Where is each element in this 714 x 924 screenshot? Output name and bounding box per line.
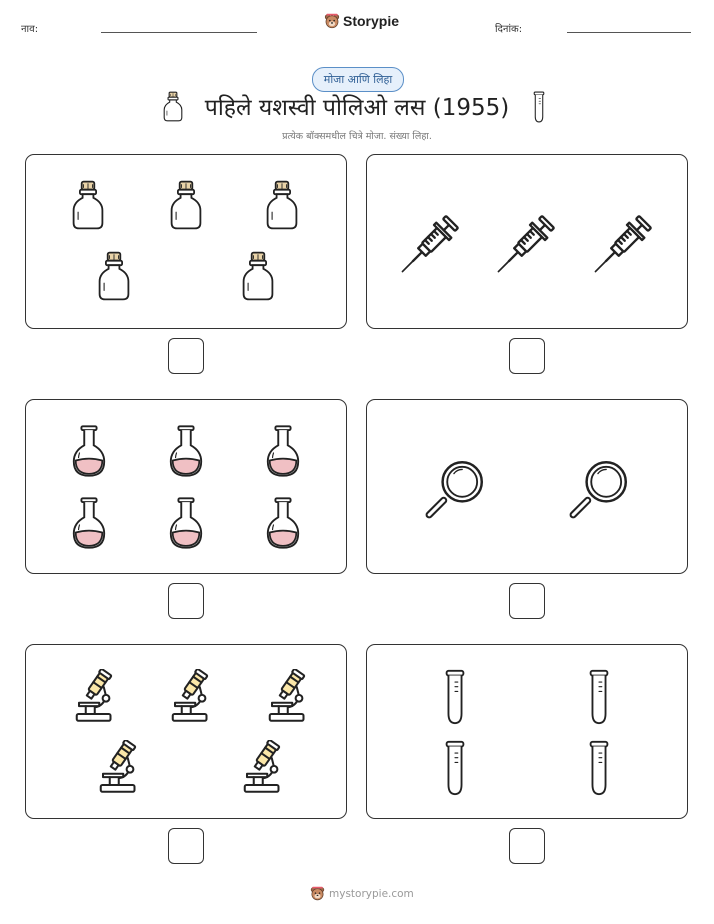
magnifying-glass-icon bbox=[567, 455, 633, 521]
microscope-icon bbox=[238, 740, 292, 794]
bottle-icon bbox=[240, 250, 276, 302]
bottle-icon bbox=[168, 179, 204, 231]
answer-box-magnifiers[interactable] bbox=[509, 583, 545, 619]
test-tube-icon bbox=[443, 740, 467, 796]
answer-box-syringes[interactable] bbox=[509, 338, 545, 374]
microscope-icon bbox=[94, 740, 148, 794]
count-panel-syringes bbox=[366, 154, 688, 329]
microscope-icon bbox=[263, 669, 317, 723]
instructions: प्रत्येक बॉक्समधील चित्रे मोजा. संख्या लिहा. bbox=[282, 131, 432, 142]
test-tube-icon bbox=[443, 669, 467, 725]
flask-icon bbox=[167, 496, 205, 550]
brand-logo bbox=[324, 13, 399, 29]
name-line bbox=[101, 32, 257, 33]
flask-icon bbox=[70, 424, 108, 478]
bear-icon bbox=[310, 886, 325, 901]
count-panel-test-tubes bbox=[366, 644, 688, 819]
flask-icon bbox=[264, 496, 302, 550]
answer-box-flasks[interactable] bbox=[168, 583, 204, 619]
date-line bbox=[567, 32, 691, 33]
test-tube-icon bbox=[587, 740, 611, 796]
worksheet-badge: मोजा आणि लिहा bbox=[312, 67, 404, 92]
count-panel-microscopes bbox=[25, 644, 347, 819]
count-panel-flasks bbox=[25, 399, 347, 574]
bottle-icon bbox=[96, 250, 132, 302]
bottle-icon bbox=[162, 91, 184, 122]
microscope-icon bbox=[166, 669, 220, 723]
footer bbox=[310, 886, 414, 901]
bear-icon bbox=[324, 13, 340, 29]
syringe-icon bbox=[397, 209, 465, 277]
page-title: पहिले यशस्वी पोलिओ लस (1955) bbox=[204, 95, 510, 121]
name-label: नाव: bbox=[21, 24, 39, 35]
answer-box-microscopes[interactable] bbox=[168, 828, 204, 864]
syringe-icon bbox=[493, 209, 561, 277]
test-tube-icon bbox=[587, 669, 611, 725]
brand-name: Storypie bbox=[343, 13, 400, 29]
date-label: दिनांक: bbox=[495, 24, 523, 35]
microscope-icon bbox=[70, 669, 124, 723]
footer-url: mystorypie.com bbox=[329, 887, 414, 900]
magnifying-glass-icon bbox=[423, 455, 489, 521]
count-panel-magnifiers bbox=[366, 399, 688, 574]
answer-box-bottles[interactable] bbox=[168, 338, 204, 374]
flask-icon bbox=[70, 496, 108, 550]
flask-icon bbox=[264, 424, 302, 478]
syringe-icon bbox=[590, 209, 658, 277]
bottle-icon bbox=[70, 179, 106, 231]
answer-box-test-tubes[interactable] bbox=[509, 828, 545, 864]
flask-icon bbox=[167, 424, 205, 478]
count-panel-bottles bbox=[25, 154, 347, 329]
test-tube-icon bbox=[531, 91, 547, 123]
bottle-icon bbox=[264, 179, 300, 231]
